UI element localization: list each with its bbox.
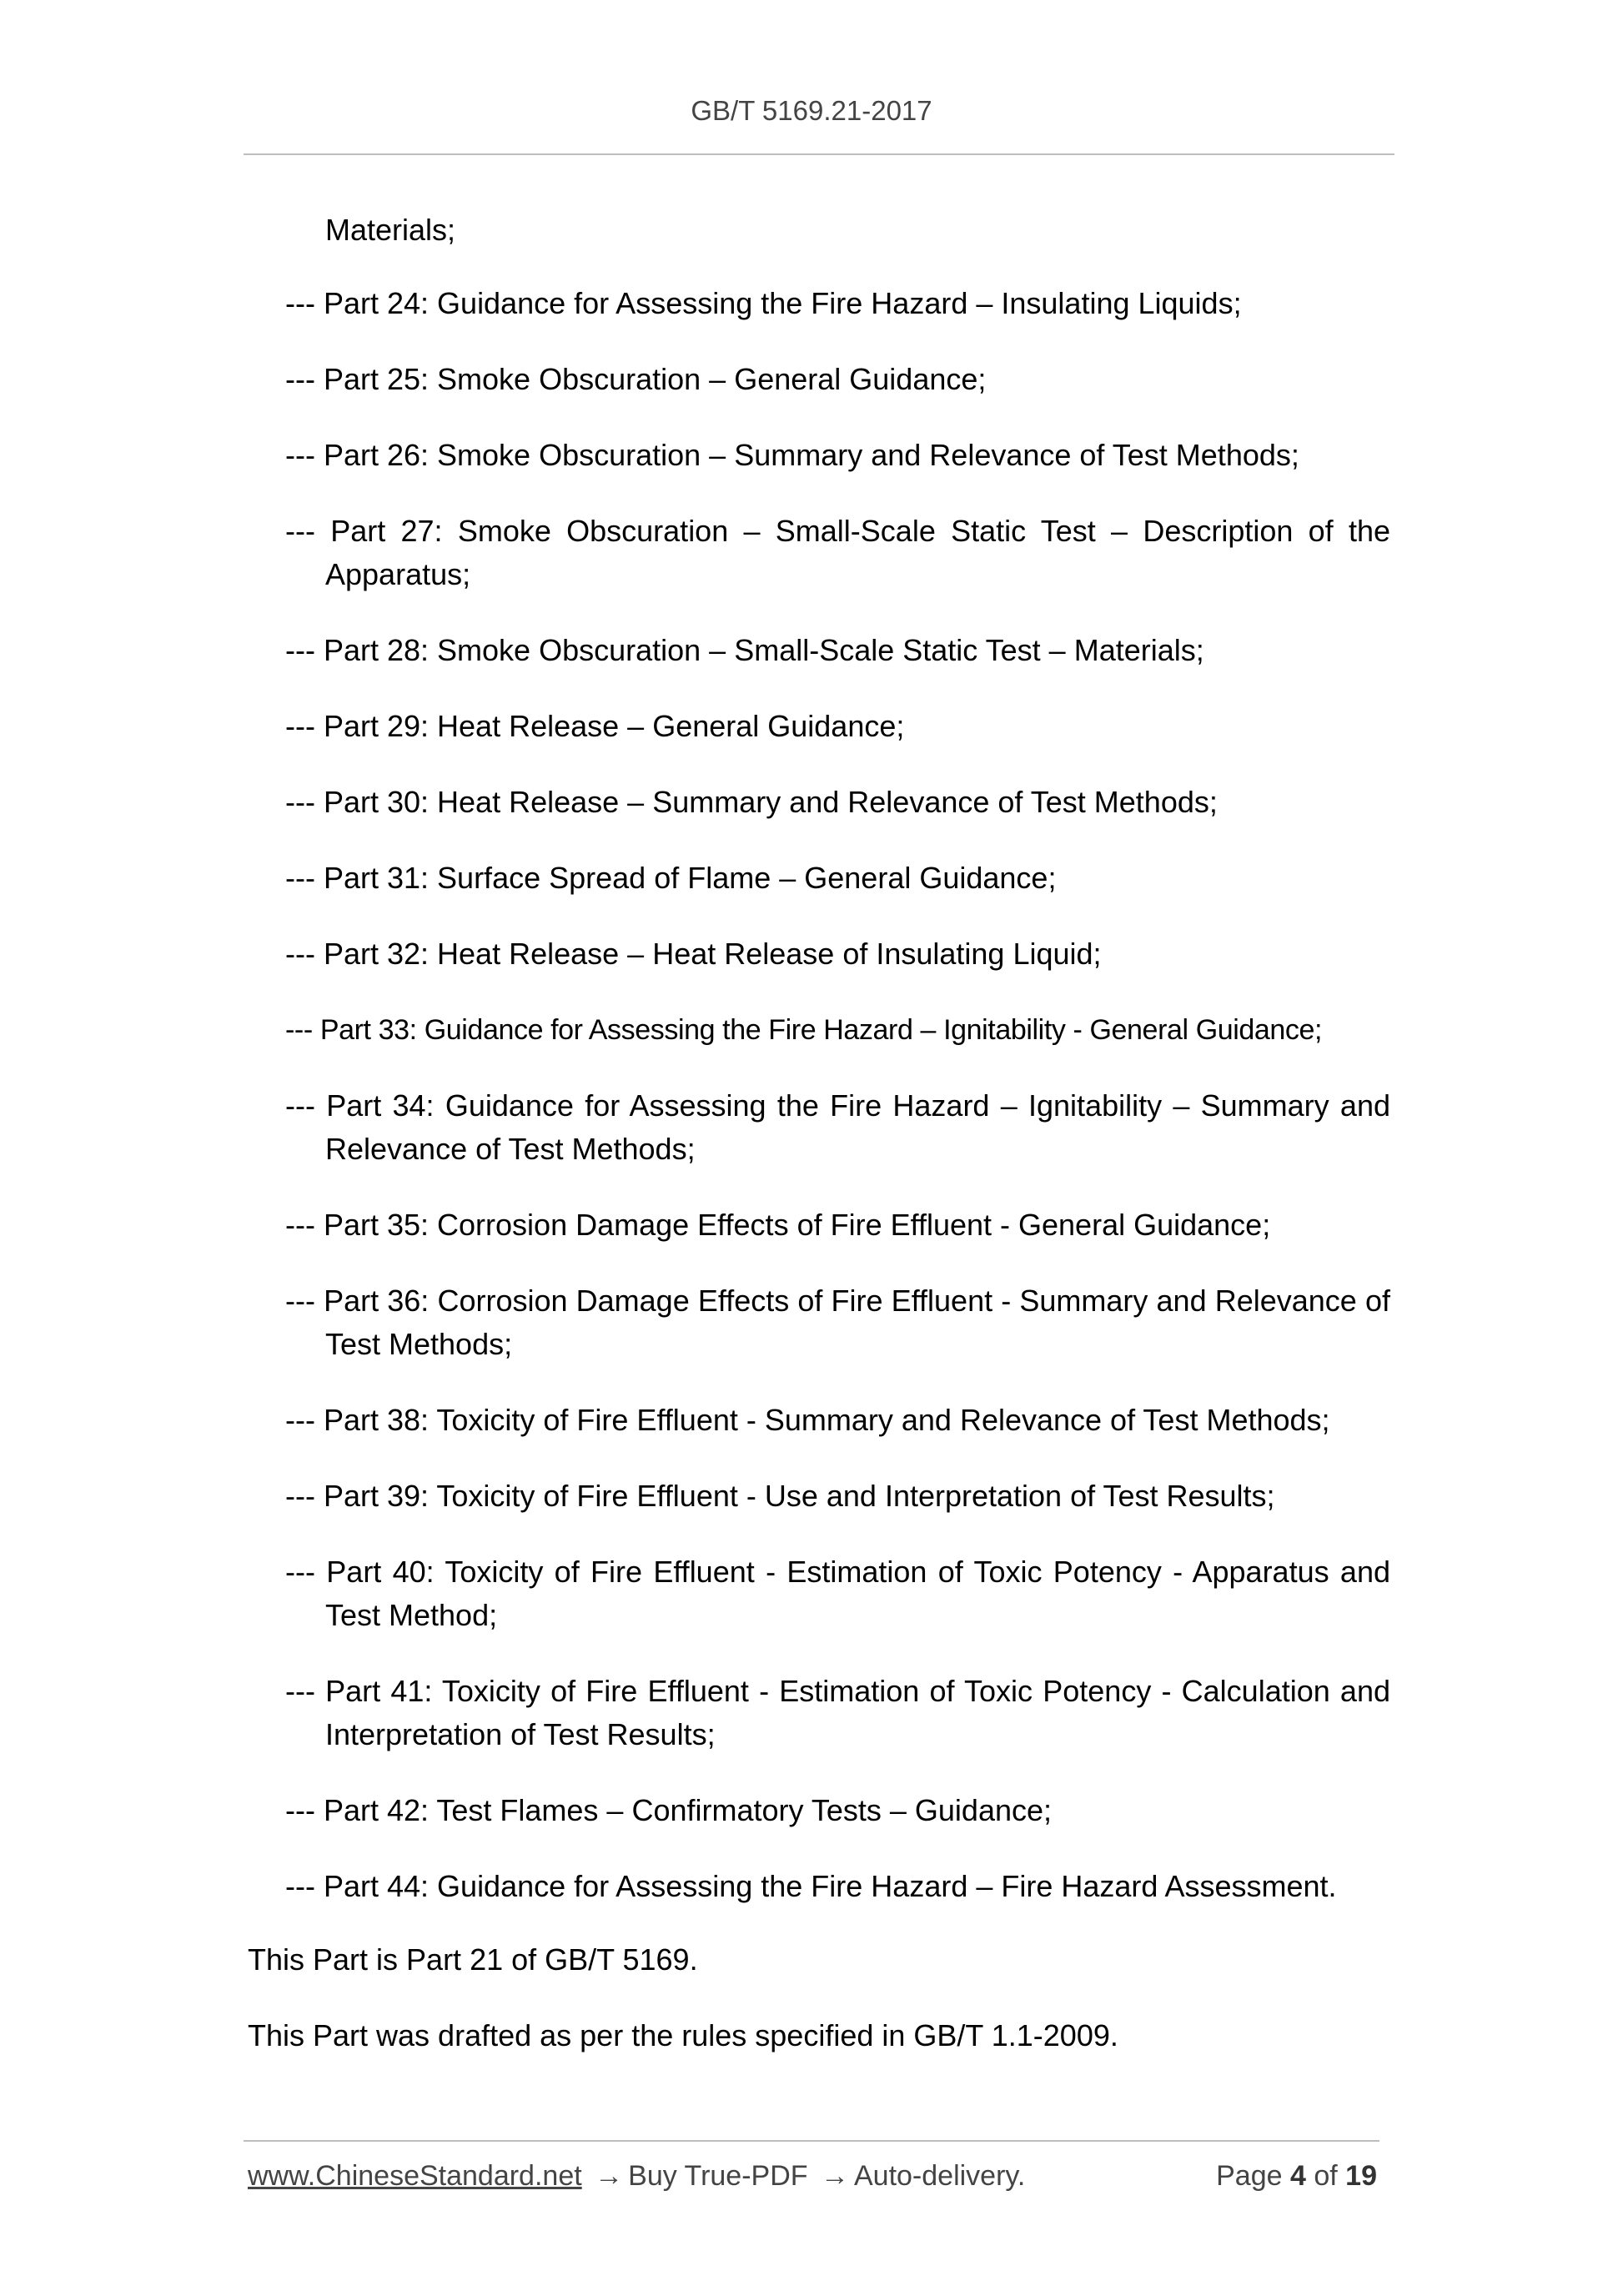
drafting-rules-paragraph: This Part was drafted as per the rules specified in GB/T 1.1-2009. (248, 2018, 1118, 2052)
header-divider (244, 153, 1394, 155)
list-item: --- Part 33: Guidance for Assessing the Fire Hazard – Ignitability - General Guidance; (285, 1014, 1323, 1046)
page-label: Page (1216, 2160, 1283, 2192)
standard-parts-list (285, 282, 1390, 1941)
list-item: --- Part 28: Smoke Obscuration – Small-Scale Static Test – Materials; (285, 633, 1204, 667)
list-item: --- Part 31: Surface Spread of Flame – General Guidance; (285, 861, 1057, 895)
arrow-right-icon: → (595, 2160, 624, 2192)
page-total: 19 (1345, 2160, 1377, 2192)
buy-text: Buy True-PDF (628, 2160, 808, 2192)
footer-promo (248, 2160, 1025, 2193)
list-item: --- Part 38: Toxicity of Fire Effluent - Summary and Relevance of Test Methods; (285, 1403, 1330, 1437)
arrow-right-icon: → (820, 2160, 849, 2192)
page-of-label: of (1314, 2160, 1338, 2192)
list-item: --- Part 30: Heat Release – Summary and Relevance of Test Methods; (285, 785, 1218, 819)
list-item: --- Part 34: Guidance for Assessing the Fire Hazard – Ignitability – Summary and Relevance of Test Methods; (285, 1088, 1390, 1166)
page-current: 4 (1289, 2160, 1306, 2192)
part-of-paragraph: This Part is Part 21 of GB/T 5169. (248, 1942, 698, 1977)
continuation-text: Materials; (325, 213, 456, 247)
website-link[interactable]: www.ChineseStandard.net (248, 2160, 582, 2192)
list-item: --- Part 35: Corrosion Damage Effects of Fire Effluent - General Guidance; (285, 1208, 1271, 1242)
list-item: --- Part 42: Test Flames – Confirmatory Tests – Guidance; (285, 1793, 1053, 1827)
list-item: --- Part 44: Guidance for Assessing the Fire Hazard – Fire Hazard Assessment. (285, 1869, 1337, 1903)
list-item: --- Part 41: Toxicity of Fire Effluent - Estimation of Toxic Potency - Calculation and Interpretation of Test Results; (285, 1674, 1390, 1751)
footer-divider (244, 2140, 1379, 2142)
list-item: --- Part 39: Toxicity of Fire Effluent - Use and Interpretation of Test Results; (285, 1479, 1275, 1513)
list-item: --- Part 36: Corrosion Damage Effects of Fire Effluent - Summary and Relevance of Test Methods; (285, 1284, 1390, 1361)
list-item: --- Part 24: Guidance for Assessing the Fire Hazard – Insulating Liquids; (285, 286, 1242, 320)
list-item: --- Part 32: Heat Release – Heat Release of Insulating Liquid; (285, 937, 1102, 971)
list-item: --- Part 25: Smoke Obscuration – General Guidance; (285, 362, 987, 396)
page-number (1216, 2160, 1377, 2193)
list-item: --- Part 40: Toxicity of Fire Effluent - Estimation of Toxic Potency - Apparatus and Test Method; (285, 1555, 1390, 1632)
document-standard-number: GB/T 5169.21-2017 (691, 95, 932, 126)
list-item: --- Part 29: Heat Release – General Guidance; (285, 709, 905, 743)
list-item: --- Part 27: Smoke Obscuration – Small-Scale Static Test – Description of the Apparatus; (285, 514, 1390, 591)
delivery-text: Auto-delivery. (853, 2160, 1026, 2192)
list-item: --- Part 26: Smoke Obscuration – Summary and Relevance of Test Methods; (285, 438, 1299, 472)
